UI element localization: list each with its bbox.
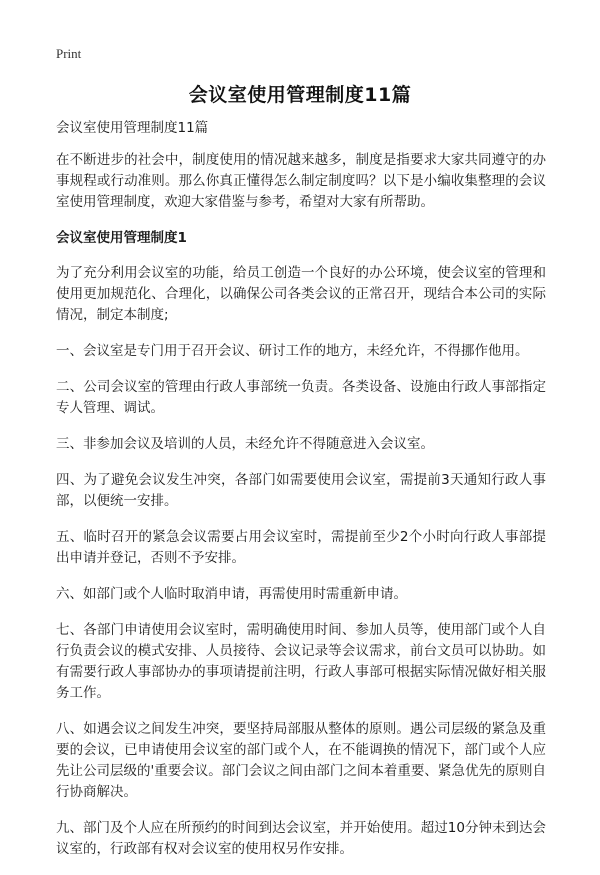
document-subtitle: 会议室使用管理制度11篇 [56,120,209,136]
paragraph-article-3: 三、非参加会议及培训的人员，未经允许不得随意进入会议室。 [56,436,434,452]
print-label: Print [56,46,82,61]
paragraph-article-7: 七、各部门申请使用会议室时，需明确使用时间、参加人员等，使用部门或个人自行负责会议的模式安排、人员接待、会议记录等会议需求，前台文员可以协助。如有需要行政人事部协办的事项请提前注明，行政人事部可根据实际情况做好相关服务工作。 [56,622,546,701]
paragraph-article-1: 一、会议室是专门用于召开会议、研讨工作的地方，未经允许，不得挪作他用。 [56,343,529,359]
document-body [56,118,546,875]
intro-paragraph: 在不断进步的社会中，制度使用的情况越来越多，制度是指要求大家共同遵守的办事规程或行动准则。那么你真正懂得怎么制定制度吗？以下是小编收集整理的会议室使用管理制度，欢迎大家借鉴与参考，希望对大家有所帮助。 [56,152,546,210]
paragraph-article-5: 五、临时召开的紧急会议需要占用会议室时，需提前至少2个小时向行政人事部提出申请并登记，否则不予安排。 [56,529,546,566]
paragraph-preamble: 为了充分利用会议室的功能，给员工创造一个良好的办公环境，使会议室的管理和使用更加规范化、合理化，以确保公司各类会议的正常召开，现结合本公司的实际情况，制定本制度; [56,265,546,323]
paragraph-article-9: 九、部门及个人应在所预约的时间到达会议室，并开始使用。超过10分钟未到达会议室的，行政部有权对会议室的使用权另作安排。 [56,820,546,857]
paragraph-article-6: 六、如部门或个人临时取消申请，再需使用时需重新申请。 [56,586,407,602]
paragraph-article-2: 二、公司会议室的管理由行政人事部统一负责。各类设备、设施由行政人事部指定专人管理、调试。 [56,379,546,416]
page-title: 会议室使用管理制度11篇 [188,84,412,106]
section-heading: 会议室使用管理制度1 [56,230,187,246]
paragraph-article-8: 八、如遇会议之间发生冲突，要坚持局部服从整体的原则。遇公司层级的紧急及重要的会议，已申请使用会议室的部门或个人，在不能调换的情况下，部门或个人应先让公司层级的'重要会议。部门会议之间由部门之间本着重要、紧急优先的原则自行协商解决。 [56,721,546,800]
paragraph-article-4: 四、为了避免会议发生冲突，各部门如需要使用会议室，需提前3天通知行政人事部，以便统一安排。 [56,472,546,509]
